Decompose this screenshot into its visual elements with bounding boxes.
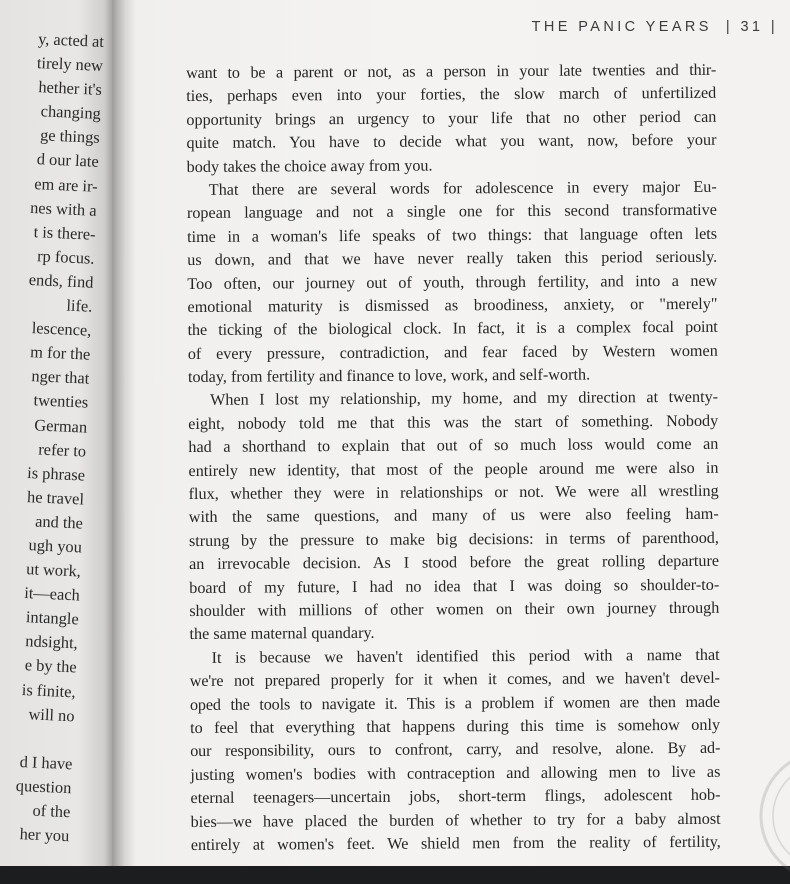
left-page-line: ut work, bbox=[25, 559, 81, 581]
left-page-line: t is there- bbox=[32, 221, 96, 244]
text-line: our responsibility, ours to confront, carry, and resolve, alone. By ad- bbox=[190, 739, 721, 761]
left-page-line: intangle bbox=[25, 607, 79, 629]
text-line: today, from fertility and finance to love, work, and self-worth. bbox=[187, 365, 591, 387]
running-head bbox=[532, 19, 778, 35]
text-line: shoulder with millions of other women on their own journey through bbox=[189, 598, 720, 620]
left-page-line: ends, find bbox=[27, 269, 94, 292]
left-page-line: ge things bbox=[39, 125, 100, 148]
left-page-line: he travel bbox=[26, 486, 84, 509]
left-page-line: twenties bbox=[32, 390, 89, 413]
text-line: board of my future, I had no idea that I was doing so shoulder-to- bbox=[189, 575, 720, 597]
book-gutter bbox=[112, 0, 136, 866]
left-page-line: is finite, bbox=[21, 679, 76, 701]
text-line: want to be a parent or not, as a person in your late twenties and thir- bbox=[186, 60, 717, 82]
left-page-line: e by the bbox=[23, 655, 77, 677]
left-page-line: is phrase bbox=[26, 462, 85, 485]
left-page-line: ugh you bbox=[27, 535, 82, 557]
text-line: us down, and that we have never really taken this period seriously. bbox=[187, 247, 718, 270]
watermark-seal-icon bbox=[757, 748, 790, 884]
left-page-line: lescence, bbox=[30, 318, 92, 340]
text-line: with the same questions, and many of us were also feeling ham- bbox=[188, 505, 719, 527]
left-page-line: and the bbox=[34, 511, 83, 533]
left-page-line: hether it's bbox=[37, 77, 102, 100]
text-line: time in a woman's life speaks of two things: that language often lets bbox=[187, 224, 718, 246]
text-line: had a shorthand to explain that out of so much loss would come an bbox=[188, 435, 719, 457]
text-line: an irrevocable decision. As I stood before the great rolling departure bbox=[189, 551, 720, 574]
page-number-separator: | bbox=[725, 19, 734, 35]
left-page-text bbox=[2, 27, 104, 848]
left-page-line: of the bbox=[31, 800, 71, 822]
text-line: Too often, our journey out of youth, through fertility, and into a new bbox=[187, 271, 718, 293]
left-page-line: will no bbox=[27, 703, 75, 725]
left-page-line: nger that bbox=[30, 366, 90, 388]
text-line: the same maternal quandary. bbox=[189, 624, 375, 644]
running-title: THE PANIC YEARS bbox=[531, 19, 712, 35]
left-page-line: em are ir- bbox=[33, 173, 98, 196]
page-number: 31 bbox=[740, 19, 764, 35]
left-page-line: y, acted at bbox=[37, 29, 104, 51]
left-page-line: question bbox=[15, 775, 72, 798]
right-page bbox=[136, 0, 790, 866]
left-page-line: d I have bbox=[18, 751, 73, 774]
paragraph bbox=[188, 386, 720, 647]
text-line: That there are several words for adolescence in every major Eu- bbox=[208, 177, 717, 199]
page-number-separator: | bbox=[770, 19, 778, 35]
left-page-line: her you bbox=[18, 824, 70, 846]
left-page-line: d our late bbox=[35, 149, 99, 172]
text-line: ropean language and not a single one for this second transformative bbox=[186, 201, 717, 223]
paragraph bbox=[190, 644, 721, 858]
text-line: ties, perhaps even into your forties, the slow march of unfertilized bbox=[186, 84, 717, 106]
left-page-line: life. bbox=[65, 295, 93, 316]
text-line: eight, nobody told me that this was the start of something. Nobody bbox=[188, 411, 719, 433]
text-line: quite match. You have to decide what you want, now, before your bbox=[186, 130, 717, 153]
body-text bbox=[186, 59, 721, 858]
left-page-line: nes with a bbox=[29, 197, 97, 220]
text-line: emotional maturity is dismissed as broodiness, anxiety, or "merely" bbox=[187, 294, 718, 316]
left-page-line bbox=[6, 725, 73, 752]
left-page-line: changing bbox=[39, 101, 101, 124]
text-line: opportunity brings an urgency to your life that no other period can bbox=[186, 107, 717, 129]
left-page-line: ndsight, bbox=[24, 631, 78, 653]
left-page-line: rp focus. bbox=[36, 246, 95, 268]
text-line: strung by the pressure to make big decisions: in terms of parenthood, bbox=[188, 528, 719, 550]
left-page bbox=[0, 0, 112, 866]
left-page-line: it—each bbox=[23, 583, 80, 605]
text-line: the ticking of the biological clock. In fact, it is a complex focal point bbox=[187, 318, 718, 340]
text-line: entirely new identity, that most of the people around me were also in bbox=[188, 458, 719, 480]
text-line: When I lost my relationship, my home, and my direction at twenty- bbox=[210, 388, 719, 410]
text-line: It is because we haven't identified this period with a name that bbox=[211, 645, 720, 667]
paragraph bbox=[187, 176, 718, 390]
text-line: flux, whether they were in relationships or not. We were all wrestling bbox=[188, 481, 719, 504]
paragraph bbox=[186, 59, 717, 179]
text-line: we're not prepared properly for it when it comes, and we haven't devel- bbox=[189, 668, 720, 691]
left-page-line: refer to bbox=[37, 439, 87, 461]
text-line: entirely at women's feet. We shield men from the reality of fertility, bbox=[190, 832, 721, 854]
text-line: of every pressure, contradiction, and fear faced by Western women bbox=[187, 341, 718, 363]
text-line: body takes the choice away from you. bbox=[186, 156, 433, 176]
text-line: eternal teenagers—uncertain jobs, short-term flings, adolescent hob- bbox=[190, 785, 721, 808]
left-page-line: German bbox=[33, 414, 88, 437]
left-page-line: tirely new bbox=[36, 53, 103, 76]
text-line: to feel that everything that happens during this time is somehow only bbox=[190, 715, 721, 737]
text-line: justing women's bodies with contraception and allowing men to live as bbox=[190, 762, 721, 784]
text-line: bies—we have placed the burden of whether to try for a baby almost bbox=[190, 809, 721, 831]
left-page-line: m for the bbox=[29, 342, 91, 364]
text-line: oped the tools to navigate it. This is a problem if women are then made bbox=[189, 692, 720, 714]
